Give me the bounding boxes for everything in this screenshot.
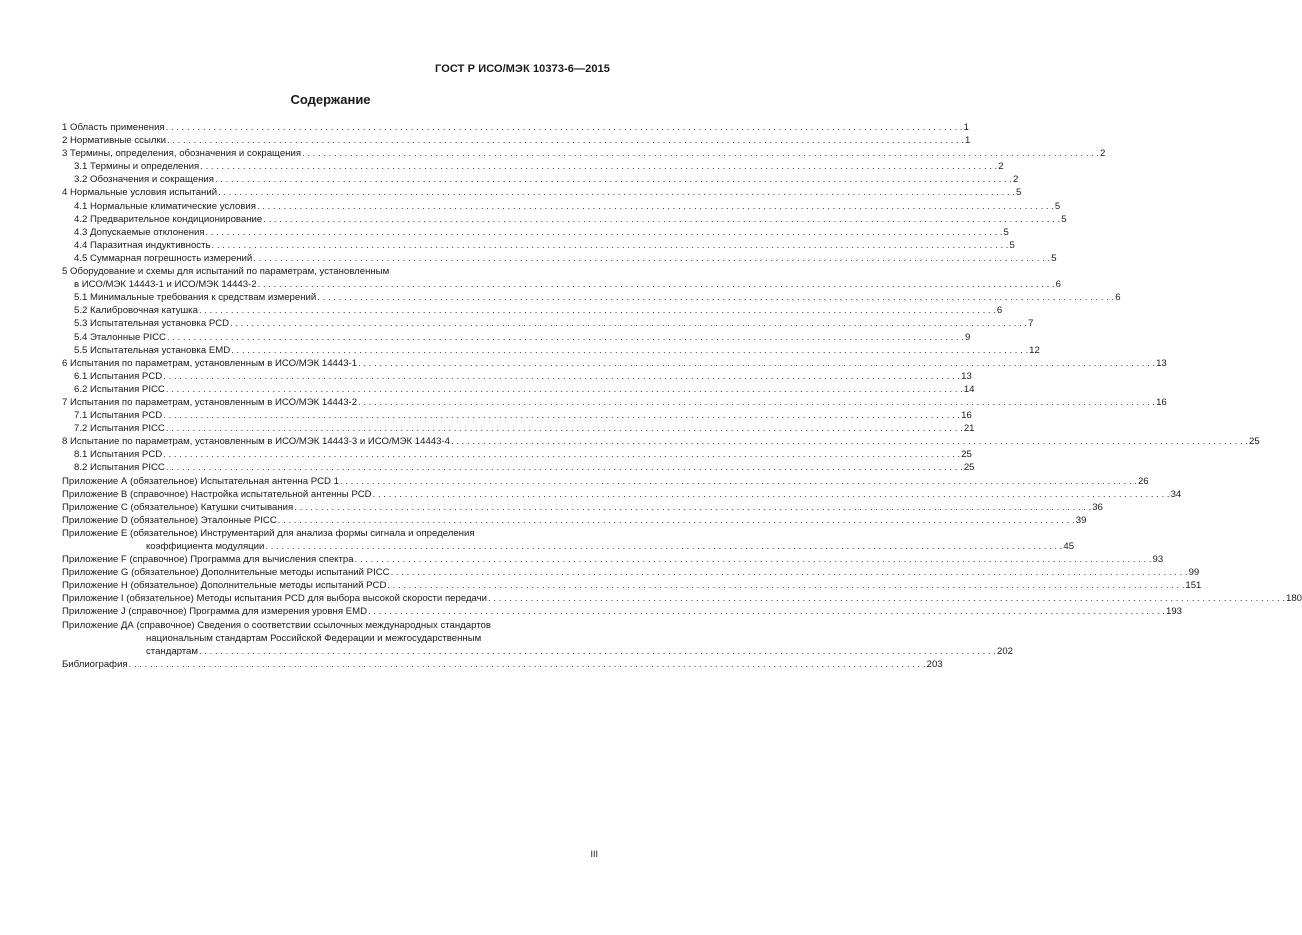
page-number: III	[590, 849, 598, 859]
toc-entry-page: 180	[1286, 593, 1302, 605]
toc-entry-label: в ИСО/МЭК 14443-1 и ИСО/МЭК 14443-2	[74, 279, 257, 291]
toc-entry-label: 5.4 Эталонные PICC	[74, 331, 166, 343]
toc-entry-label: 1 Область применения	[62, 122, 165, 133]
toc-entry[interactable]	[62, 396, 1167, 409]
toc-entry[interactable]	[62, 147, 1106, 160]
toc-entry-page: 21	[963, 423, 975, 435]
toc-entry-label: 5.2 Калибровочная катушка	[74, 305, 198, 317]
toc-entry-page: 13	[1156, 357, 1167, 369]
toc-entry[interactable]	[62, 121, 969, 134]
toc-entry[interactable]	[62, 448, 972, 461]
toc-entry[interactable]	[62, 213, 1067, 226]
toc-leader-dots	[373, 488, 1170, 501]
toc-entry-page: 6	[1115, 292, 1121, 304]
toc-entry[interactable]	[62, 501, 1103, 514]
toc-entry[interactable]	[62, 186, 1022, 199]
toc-entry[interactable]	[62, 605, 1182, 618]
toc-leader-dots	[278, 514, 1075, 527]
toc-entry-label: 3.1 Термины и определения	[74, 161, 200, 173]
toc-leader-dots	[215, 173, 1012, 186]
toc-entry-page: 25	[961, 449, 972, 461]
toc-entry-label: 4.3 Допускаемые отклонения	[74, 226, 205, 238]
toc-entry[interactable]	[62, 252, 1057, 265]
toc-leader-dots	[451, 435, 1248, 448]
toc-entry-label: 5 Оборудование и схемы для испытаний по параметрам, установленным	[62, 266, 390, 278]
toc-leader-dots	[302, 147, 1099, 160]
toc-entry[interactable]	[62, 527, 598, 540]
toc-entry-page: 5	[1051, 252, 1057, 264]
toc-leader-dots	[355, 553, 1152, 566]
toc-leader-dots	[368, 605, 1165, 618]
toc-leader-dots	[391, 566, 1188, 579]
toc-leader-dots	[167, 134, 964, 147]
toc-leader-dots	[163, 448, 960, 461]
toc-leader-dots	[166, 121, 963, 134]
toc-entry[interactable]	[62, 317, 1034, 330]
toc-entry-label: Приложение В (справочное) Настройка испытательной антенны PCD	[62, 488, 372, 500]
toc-entry[interactable]	[62, 514, 1087, 527]
toc-entry-page: 2	[998, 161, 1004, 173]
toc-entry-label: Приложение I (обязательное) Методы испытания PCD для выбора высокой скорости передачи	[62, 593, 488, 605]
toc-leader-dots	[257, 200, 1054, 213]
toc-entry-label: Приложение Н (обязательное) Дополнительные методы испытаний PCD	[62, 580, 387, 592]
toc-entry-page: 193	[1165, 606, 1182, 618]
toc-leader-dots	[317, 291, 1114, 304]
toc-entry-label: 4.5 Суммарная погрешность измерений	[74, 252, 253, 264]
toc-entry-label: 8.1 Испытания PCD	[74, 449, 163, 461]
toc-entry[interactable]	[62, 200, 1061, 213]
toc-leader-dots	[167, 331, 964, 344]
toc-leader-dots	[166, 383, 963, 396]
toc-entry-label: Приложение Е (обязательное) Инструментарий для анализа формы сигнала и определения	[62, 527, 475, 539]
toc-leader-dots	[218, 186, 1015, 199]
toc-entry-label: 7.2 Испытания PICC	[74, 423, 165, 435]
toc-entry[interactable]	[62, 658, 943, 671]
toc-entry[interactable]	[62, 540, 1075, 553]
toc-entry-label: Приложение G (обязательное) Дополнительные методы испытаний PICC	[62, 567, 390, 579]
toc-entry-label: 3.2 Обозначения и сокращения	[74, 174, 214, 186]
toc-entry-page: 45	[1063, 541, 1075, 552]
toc-entry-page: 202	[996, 645, 1013, 657]
toc-entry[interactable]	[62, 566, 1200, 579]
toc-entry-page: 39	[1075, 514, 1087, 526]
toc-entry-label: Приложение J (справочное) Программа для измерения уровня EMD	[62, 606, 367, 618]
toc-entry[interactable]	[62, 173, 1019, 186]
toc-entry-label: 4.4 Паразитная индуктивность	[74, 239, 211, 251]
toc-leader-dots	[340, 475, 1137, 488]
toc-entry-page: 5	[1054, 200, 1061, 212]
toc-entry-page: 2	[1100, 148, 1106, 160]
toc-entry-page: 2	[1012, 174, 1019, 186]
toc-entry-page: 99	[1188, 567, 1200, 579]
toc-entry-page: 26	[1137, 475, 1149, 487]
toc-entry[interactable]	[62, 619, 598, 632]
toc-leader-dots	[488, 592, 1285, 605]
toc-entry-label: Приложение F (справочное) Программа для вычисления спектра	[62, 554, 354, 566]
toc-leader-dots	[258, 278, 1055, 291]
toc-entry-label: 6.1 Испытания PCD	[74, 370, 163, 382]
toc-leader-dots	[387, 579, 1184, 592]
toc-entry[interactable]	[62, 383, 975, 396]
toc-entry-label: 7 Испытания по параметрам, установленным в ИСО/МЭК 14443-2	[62, 396, 358, 408]
toc-entry-label: 7.1 Испытания PCD	[74, 410, 163, 422]
toc-entry-page: 34	[1170, 488, 1182, 500]
toc-leader-dots	[358, 396, 1155, 409]
toc-leader-dots	[231, 344, 1028, 357]
toc-entry-page: 5	[1009, 239, 1015, 251]
toc-entry[interactable]	[62, 475, 1149, 488]
toc-entry-page: 1	[965, 135, 971, 147]
toc-leader-dots	[230, 317, 1027, 330]
toc-entry-label: 2 Нормативные ссылки	[62, 135, 167, 147]
toc-entry-page: 6	[1055, 279, 1061, 291]
toc-leader-dots	[163, 409, 960, 422]
toc-entry-page: 1	[963, 122, 969, 133]
toc-entry-page: 13	[961, 370, 972, 382]
toc-entry-label: 5.1 Минимальные требования к средствам измерений	[74, 292, 317, 304]
toc-entry[interactable]	[62, 291, 1121, 304]
toc-leader-dots	[263, 213, 1060, 226]
toc-leader-dots	[206, 226, 1003, 239]
toc-entry-label: 3 Термины, определения, обозначения и сокращения	[62, 148, 302, 160]
document-header: ГОСТ Р ИСО/МЭК 10373-6—2015	[435, 63, 610, 75]
toc-entry-page: 6	[996, 305, 1003, 317]
toc-entry-page: 16	[1156, 396, 1167, 408]
toc-leader-dots	[199, 304, 996, 317]
toc-entry-label: 8.2 Испытания PICC	[74, 462, 165, 474]
toc-leader-dots	[129, 658, 926, 671]
toc-leader-dots	[253, 252, 1050, 265]
toc-entry[interactable]	[62, 278, 1061, 291]
toc-entry[interactable]	[62, 461, 975, 474]
page-title: Содержание	[290, 92, 371, 107]
toc-entry-page: 25	[1249, 436, 1260, 448]
toc-entry-page: 203	[926, 658, 943, 670]
toc-entry[interactable]	[62, 422, 975, 435]
toc-entry-label: национальным стандартам Российской Федерации и межгосударственным	[146, 632, 482, 644]
toc-entry-label: 4 Нормальные условия испытаний	[62, 187, 218, 199]
toc-leader-dots	[265, 540, 1062, 553]
toc-entry[interactable]	[62, 226, 1009, 239]
toc-entry-label: Приложение С (обязательное) Катушки считывания	[62, 501, 294, 513]
toc-entry-page: 7	[1028, 318, 1034, 330]
toc-entry-label: 4.1 Нормальные климатические условия	[74, 200, 256, 212]
toc-entry[interactable]	[62, 553, 1164, 566]
toc-entry-label: 5.5 Испытательная установка EMD	[74, 344, 231, 356]
toc-leader-dots	[199, 645, 996, 658]
toc-entry-label: Приложение А (обязательное) Испытательная антенна PCD 1	[62, 475, 339, 487]
toc-entry-page: 16	[961, 410, 972, 422]
toc-entry-page: 9	[964, 331, 971, 343]
toc-entry[interactable]	[62, 435, 1260, 448]
toc-entry[interactable]	[62, 645, 1013, 658]
toc-entry-page: 14	[963, 383, 975, 395]
toc-entry-label: стандартам	[146, 645, 198, 657]
toc-entry-label: 4.2 Предварительное кондиционирование	[74, 213, 263, 225]
toc-entry[interactable]	[62, 370, 972, 383]
toc-entry[interactable]	[62, 579, 1202, 592]
toc-entry-page: 5	[1016, 187, 1022, 199]
toc-entry[interactable]	[62, 304, 1003, 317]
toc-leader-dots	[166, 461, 963, 474]
toc-entry[interactable]	[62, 239, 1015, 252]
toc-entry-page: 151	[1185, 580, 1202, 592]
toc-entry[interactable]	[62, 409, 972, 422]
toc-leader-dots	[163, 370, 960, 383]
toc-entry-page: 93	[1152, 554, 1164, 566]
toc-entry-label: коэффициента модуляции	[146, 541, 265, 552]
toc-entry-label: Библиография	[62, 658, 128, 670]
toc-entry-label: 8 Испытание по параметрам, установленным в ИСО/МЭК 14443-3 и ИСО/МЭК 14443-4	[62, 436, 451, 448]
toc-entry-label: 6 Испытания по параметрам, установленным в ИСО/МЭК 14443-1	[62, 357, 358, 369]
table-of-contents	[62, 121, 1302, 671]
toc-entry[interactable]	[62, 160, 1004, 173]
toc-entry[interactable]	[62, 357, 1167, 370]
toc-entry[interactable]	[62, 344, 1040, 357]
toc-entry-label: 6.2 Испытания PICC	[74, 383, 165, 395]
toc-entry[interactable]	[62, 488, 1182, 501]
toc-leader-dots	[166, 422, 963, 435]
toc-entry[interactable]	[62, 265, 598, 278]
toc-leader-dots	[294, 501, 1091, 514]
toc-leader-dots	[200, 160, 997, 173]
toc-entry-page: 25	[963, 462, 975, 474]
toc-entry-page: 12	[1029, 344, 1040, 356]
toc-entry-label: Приложение D (обязательное) Эталонные PICC	[62, 514, 277, 526]
toc-entry[interactable]	[62, 632, 598, 645]
toc-leader-dots	[211, 239, 1008, 252]
toc-entry-label: 5.3 Испытательная установка PCD	[74, 318, 230, 330]
toc-entry-label: Приложение ДА (справочное) Сведения о соответствии ссылочных международных стандартов	[62, 619, 491, 631]
toc-entry[interactable]	[62, 331, 971, 344]
toc-entry-page: 36	[1092, 501, 1103, 513]
toc-entry-page: 5	[1003, 226, 1009, 238]
toc-entry-page: 5	[1061, 213, 1067, 225]
toc-leader-dots	[358, 357, 1155, 370]
toc-entry[interactable]	[62, 134, 971, 147]
toc-entry[interactable]	[62, 592, 1302, 605]
